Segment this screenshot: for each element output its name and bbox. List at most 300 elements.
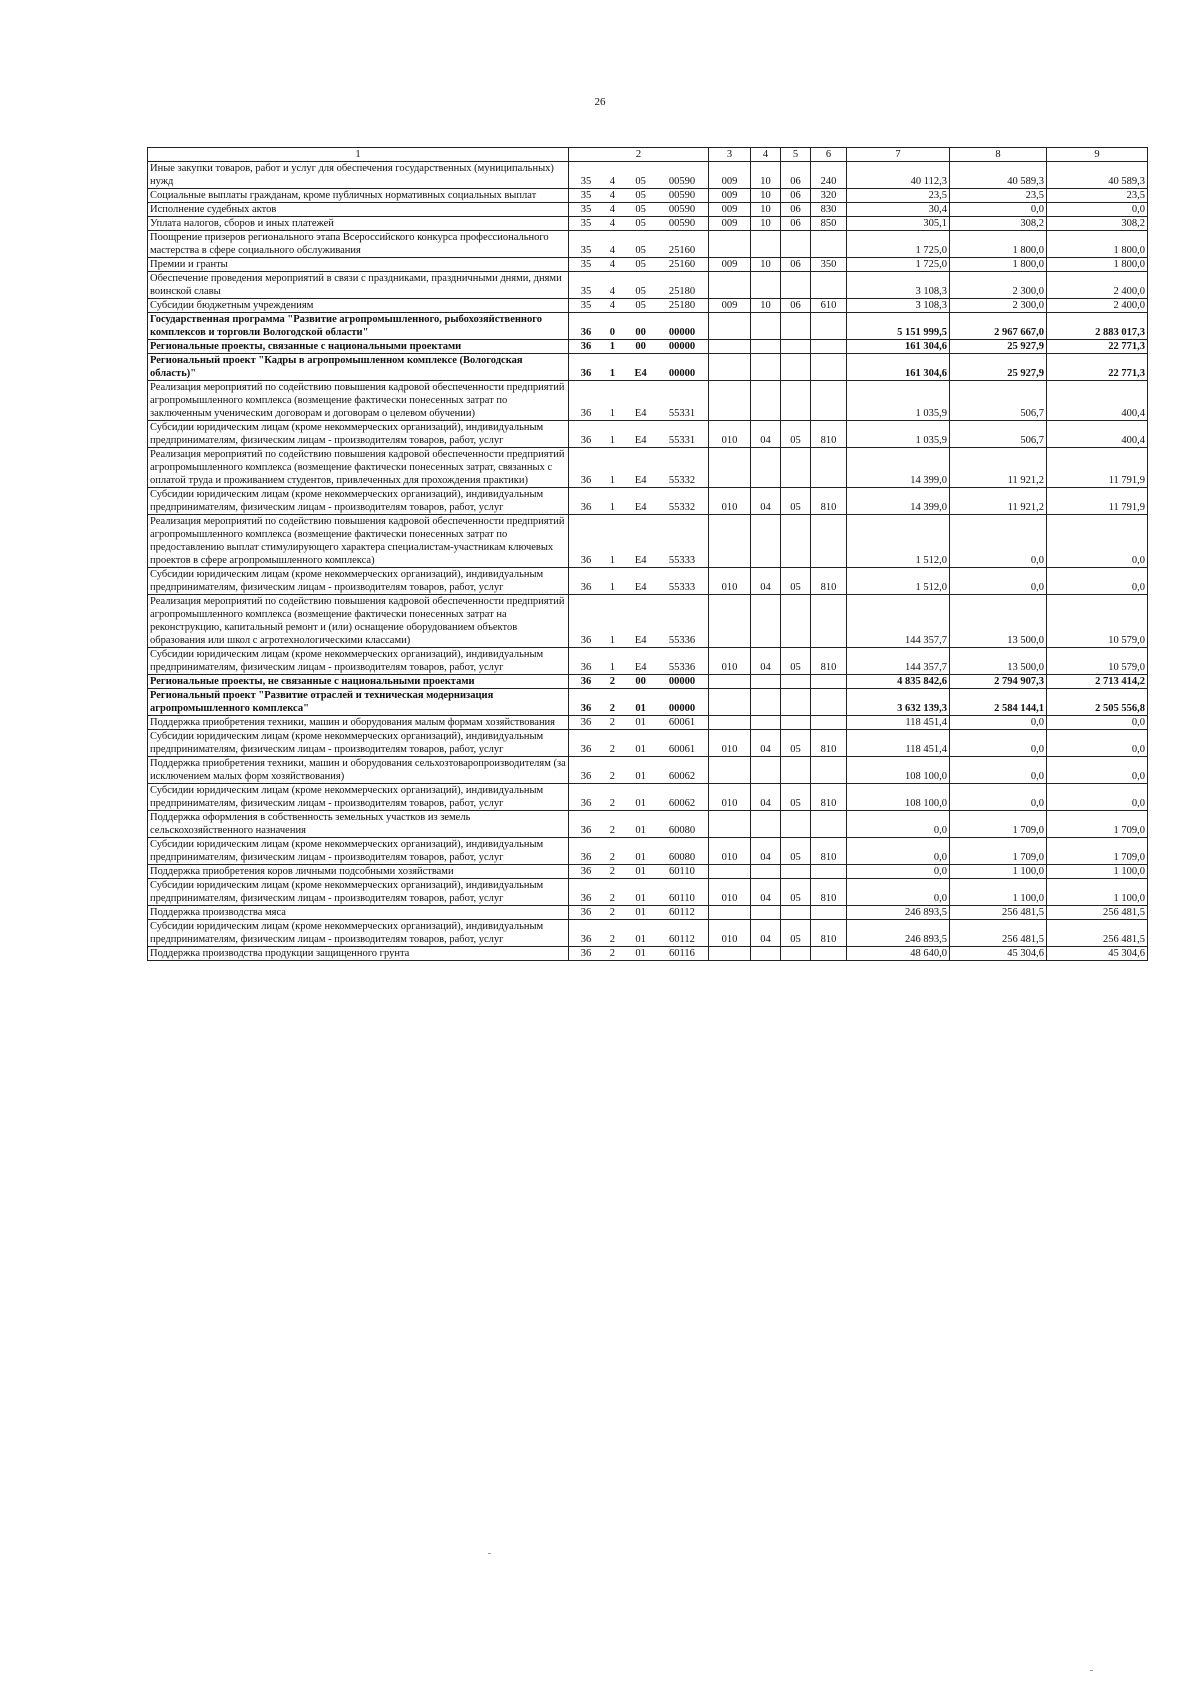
row-subsection-code (781, 716, 811, 730)
row-name: Субсидии юридическим лицам (кроме некоммерческих организаций), индивидуальным предпринимателям, физическим лицам - производителям товаров, работ, услуг (148, 838, 569, 865)
row-subsection-code: 06 (781, 217, 811, 231)
row-value-col9: 0,0 (1047, 203, 1148, 217)
row-value-col9: 256 481,5 (1047, 920, 1148, 947)
code-part: 35 (580, 259, 592, 270)
row-value-col8: 0,0 (950, 716, 1047, 730)
code-part: E4 (634, 475, 647, 486)
code-part: 36 (580, 327, 592, 338)
row-ministry-code: 009 (709, 299, 751, 313)
header-col-5: 5 (781, 148, 811, 162)
row-section-code (751, 340, 781, 354)
row-value-col7: 23,5 (847, 189, 950, 203)
code-part: 35 (580, 176, 592, 187)
row-value-col9: 2 505 556,8 (1047, 689, 1148, 716)
code-part: 00590 (668, 204, 696, 215)
code-part: 05 (635, 204, 646, 215)
row-target-code (569, 568, 709, 595)
row-value-col9: 45 304,6 (1047, 947, 1148, 961)
row-subsection-code (781, 272, 811, 299)
row-value-col8: 1 709,0 (950, 811, 1047, 838)
row-ministry-code (709, 947, 751, 961)
row-subsection-code: 06 (781, 299, 811, 313)
header-col-6: 6 (811, 148, 847, 162)
row-section-code: 04 (751, 879, 781, 906)
row-value-col7: 161 304,6 (847, 354, 950, 381)
row-value-col8: 40 589,3 (950, 162, 1047, 189)
row-expense-type-code: 850 (811, 217, 847, 231)
code-part: 00 (635, 327, 646, 338)
row-expense-type-code (811, 595, 847, 648)
code-part: 1 (609, 408, 615, 419)
code-part: 36 (580, 825, 592, 836)
code-part: 55336 (668, 662, 696, 673)
row-target-code (569, 865, 709, 879)
row-value-col9: 22 771,3 (1047, 340, 1148, 354)
row-value-col8: 0,0 (950, 515, 1047, 568)
row-name: Иные закупки товаров, работ и услуг для обеспечения государственных (муниципальных) нужд (148, 162, 569, 189)
code-part: 00000 (668, 368, 696, 379)
row-value-col8: 25 927,9 (950, 354, 1047, 381)
code-part: E4 (634, 435, 647, 446)
code-part: 60080 (668, 825, 696, 836)
row-subsection-code: 05 (781, 838, 811, 865)
code-part: 36 (580, 771, 592, 782)
row-subsection-code: 06 (781, 258, 811, 272)
row-target-code (569, 716, 709, 730)
code-part: 00590 (668, 176, 696, 187)
row-name: Поддержка приобретения техники, машин и оборудования сельхозтоваропроизводителям (за исключением малых форм хозяйствования) (148, 757, 569, 784)
row-name: Региональный проект "Развитие отраслей и техническая модернизация агропромышленного комплекса" (148, 689, 569, 716)
row-ministry-code (709, 272, 751, 299)
code-part: 60062 (668, 798, 696, 809)
code-part: 35 (580, 245, 592, 256)
row-expense-type-code (811, 689, 847, 716)
code-part: 2 (609, 852, 615, 863)
row-subsection-code: 05 (781, 568, 811, 595)
table-row (148, 920, 1148, 947)
row-ministry-code (709, 865, 751, 879)
code-part: 2 (609, 676, 615, 687)
code-part: 55333 (668, 582, 696, 593)
row-name: Премии и гранты (148, 258, 569, 272)
code-part: 55331 (668, 435, 696, 446)
row-name: Реализация мероприятий по содействию повышения кадровой обеспеченности предприятий агропромышленного комплекса (возмещение фактически понесенных затрат, связанных с оплатой труда и проживанием студентов, привлеченных для прохождения практики) (148, 448, 569, 488)
row-expense-type-code (811, 448, 847, 488)
code-part: 01 (635, 852, 646, 863)
code-part: 35 (580, 204, 592, 215)
code-part: 4 (609, 259, 615, 270)
row-value-col7: 1 035,9 (847, 421, 950, 448)
row-value-col9: 1 800,0 (1047, 258, 1148, 272)
row-section-code (751, 515, 781, 568)
header-col-7: 7 (847, 148, 950, 162)
row-subsection-code (781, 865, 811, 879)
row-target-code (569, 203, 709, 217)
row-name: Исполнение судебных актов (148, 203, 569, 217)
scan-speck (1090, 1670, 1093, 1671)
row-expense-type-code (811, 515, 847, 568)
code-part: 36 (580, 555, 592, 566)
row-section-code: 04 (751, 730, 781, 757)
row-subsection-code: 05 (781, 648, 811, 675)
row-value-col9: 2 400,0 (1047, 299, 1148, 313)
row-expense-type-code (811, 675, 847, 689)
row-value-col9: 2 713 414,2 (1047, 675, 1148, 689)
row-expense-type-code (811, 865, 847, 879)
code-part: 60110 (669, 893, 695, 904)
row-ministry-code: 009 (709, 189, 751, 203)
row-value-col7: 0,0 (847, 811, 950, 838)
code-part: E4 (634, 502, 647, 513)
row-value-col8: 25 927,9 (950, 340, 1047, 354)
row-value-col7: 246 893,5 (847, 920, 950, 947)
row-subsection-code (781, 231, 811, 258)
code-part: 55333 (668, 555, 696, 566)
code-part: 1 (609, 635, 615, 646)
row-ministry-code: 010 (709, 730, 751, 757)
code-part: 35 (580, 286, 592, 297)
code-part: 60112 (669, 934, 695, 945)
table-row (148, 189, 1148, 203)
row-expense-type-code: 810 (811, 879, 847, 906)
row-value-col8: 2 584 144,1 (950, 689, 1047, 716)
row-subsection-code: 05 (781, 730, 811, 757)
code-part: 01 (635, 893, 646, 904)
row-name: Субсидии юридическим лицам (кроме некоммерческих организаций), индивидуальным предпринимателям, физическим лицам - производителям товаров, работ, услуг (148, 488, 569, 515)
row-value-col7: 48 640,0 (847, 947, 950, 961)
row-expense-type-code (811, 947, 847, 961)
row-subsection-code (781, 947, 811, 961)
row-expense-type-code (811, 381, 847, 421)
code-part: 35 (580, 218, 592, 229)
row-expense-type-code: 350 (811, 258, 847, 272)
row-ministry-code (709, 354, 751, 381)
row-value-col7: 246 893,5 (847, 906, 950, 920)
row-name: Уплата налогов, сборов и иных платежей (148, 217, 569, 231)
row-value-col7: 40 112,3 (847, 162, 950, 189)
row-value-col7: 4 835 842,6 (847, 675, 950, 689)
row-subsection-code (781, 313, 811, 340)
code-part: 2 (609, 934, 615, 945)
row-section-code (751, 811, 781, 838)
code-part: 36 (580, 703, 592, 714)
row-section-code (751, 595, 781, 648)
code-part: 36 (580, 475, 592, 486)
row-value-col7: 108 100,0 (847, 757, 950, 784)
code-part: E4 (634, 368, 647, 379)
code-part: 55332 (668, 502, 696, 513)
row-target-code (569, 811, 709, 838)
code-part: 01 (635, 744, 646, 755)
code-part: 2 (609, 703, 615, 714)
row-value-col8: 23,5 (950, 189, 1047, 203)
row-section-code (751, 272, 781, 299)
table-row (148, 865, 1148, 879)
row-value-col7: 0,0 (847, 838, 950, 865)
row-expense-type-code: 810 (811, 488, 847, 515)
code-part: 36 (580, 744, 592, 755)
code-part: 0 (609, 327, 615, 338)
row-expense-type-code: 320 (811, 189, 847, 203)
row-section-code (751, 906, 781, 920)
code-part: 36 (580, 676, 592, 687)
row-value-col7: 161 304,6 (847, 340, 950, 354)
row-value-col9: 2 883 017,3 (1047, 313, 1148, 340)
table-row (148, 299, 1148, 313)
row-section-code: 10 (751, 203, 781, 217)
code-part: 2 (609, 907, 615, 918)
row-section-code: 04 (751, 421, 781, 448)
row-name: Региональные проекты, не связанные с национальными проектами (148, 675, 569, 689)
row-name: Субсидии бюджетным учреждениям (148, 299, 569, 313)
row-value-col7: 0,0 (847, 879, 950, 906)
row-value-col8: 1 100,0 (950, 865, 1047, 879)
code-part: 1 (609, 435, 615, 446)
table-row (148, 381, 1148, 421)
header-col-9: 9 (1047, 148, 1148, 162)
row-expense-type-code (811, 716, 847, 730)
row-value-col8: 1 800,0 (950, 231, 1047, 258)
row-ministry-code (709, 381, 751, 421)
table-row (148, 258, 1148, 272)
row-subsection-code: 06 (781, 189, 811, 203)
table-row (148, 162, 1148, 189)
row-section-code: 04 (751, 838, 781, 865)
row-target-code (569, 730, 709, 757)
row-subsection-code (781, 448, 811, 488)
code-part: 01 (635, 798, 646, 809)
code-part: 01 (635, 934, 646, 945)
code-part: 55332 (668, 475, 696, 486)
row-value-col8: 0,0 (950, 203, 1047, 217)
code-part: 1 (609, 475, 615, 486)
code-part: 36 (580, 717, 592, 728)
row-target-code (569, 272, 709, 299)
code-part: 4 (609, 204, 615, 215)
row-section-code: 04 (751, 568, 781, 595)
row-expense-type-code (811, 272, 847, 299)
row-ministry-code: 010 (709, 568, 751, 595)
table-row (148, 340, 1148, 354)
row-value-col7: 0,0 (847, 865, 950, 879)
table-row (148, 648, 1148, 675)
row-value-col7: 1 035,9 (847, 381, 950, 421)
code-part: 05 (635, 176, 646, 187)
row-value-col7: 5 151 999,5 (847, 313, 950, 340)
code-part: E4 (634, 408, 647, 419)
code-part: 01 (635, 717, 646, 728)
table-row (148, 354, 1148, 381)
row-value-col7: 3 108,3 (847, 272, 950, 299)
row-value-col7: 14 399,0 (847, 488, 950, 515)
row-value-col8: 1 800,0 (950, 258, 1047, 272)
row-target-code (569, 162, 709, 189)
code-part: 4 (609, 218, 615, 229)
code-part: 1 (609, 341, 615, 352)
row-ministry-code: 009 (709, 217, 751, 231)
row-expense-type-code (811, 811, 847, 838)
row-value-col8: 0,0 (950, 757, 1047, 784)
row-target-code (569, 906, 709, 920)
table-row (148, 838, 1148, 865)
code-part: 25160 (668, 245, 696, 256)
row-value-col9: 308,2 (1047, 217, 1148, 231)
code-part: 60116 (669, 948, 695, 959)
row-name: Субсидии юридическим лицам (кроме некоммерческих организаций), индивидуальным предпринимателям, физическим лицам - производителям товаров, работ, услуг (148, 879, 569, 906)
row-subsection-code: 06 (781, 203, 811, 217)
code-part: 1 (609, 582, 615, 593)
code-part: 1 (609, 555, 615, 566)
code-part: 2 (609, 798, 615, 809)
row-value-col7: 108 100,0 (847, 784, 950, 811)
row-name: Поддержка приобретения техники, машин и оборудования малым формам хозяйствования (148, 716, 569, 730)
table-row (148, 313, 1148, 340)
row-value-col8: 256 481,5 (950, 906, 1047, 920)
row-ministry-code (709, 675, 751, 689)
row-value-col8: 308,2 (950, 217, 1047, 231)
row-value-col9: 23,5 (1047, 189, 1148, 203)
row-subsection-code (781, 381, 811, 421)
row-ministry-code (709, 340, 751, 354)
row-value-col8: 1 709,0 (950, 838, 1047, 865)
row-subsection-code (781, 757, 811, 784)
row-expense-type-code: 810 (811, 730, 847, 757)
table-row (148, 568, 1148, 595)
row-value-col7: 305,1 (847, 217, 950, 231)
row-name: Социальные выплаты гражданам, кроме публичных нормативных социальных выплат (148, 189, 569, 203)
row-ministry-code (709, 811, 751, 838)
row-value-col8: 13 500,0 (950, 595, 1047, 648)
code-part: 35 (580, 300, 592, 311)
row-ministry-code (709, 313, 751, 340)
code-part: 00590 (668, 218, 696, 229)
header-col-4: 4 (751, 148, 781, 162)
row-value-col9: 1 100,0 (1047, 865, 1148, 879)
row-value-col9: 22 771,3 (1047, 354, 1148, 381)
row-section-code: 10 (751, 299, 781, 313)
row-value-col8: 0,0 (950, 784, 1047, 811)
row-ministry-code: 009 (709, 162, 751, 189)
row-target-code (569, 313, 709, 340)
row-expense-type-code: 240 (811, 162, 847, 189)
row-expense-type-code: 810 (811, 838, 847, 865)
row-value-col9: 0,0 (1047, 716, 1148, 730)
code-part: 36 (580, 893, 592, 904)
row-expense-type-code (811, 354, 847, 381)
code-part: 4 (609, 176, 615, 187)
row-section-code (751, 675, 781, 689)
row-value-col7: 30,4 (847, 203, 950, 217)
code-part: 2 (609, 771, 615, 782)
row-ministry-code: 009 (709, 258, 751, 272)
row-value-col8: 506,7 (950, 421, 1047, 448)
row-target-code (569, 217, 709, 231)
code-part: 60061 (668, 717, 696, 728)
row-expense-type-code (811, 340, 847, 354)
code-part: E4 (634, 582, 647, 593)
code-part: 00000 (668, 676, 696, 687)
row-subsection-code (781, 675, 811, 689)
row-target-code (569, 299, 709, 313)
row-value-col8: 2 300,0 (950, 299, 1047, 313)
table-row (148, 231, 1148, 258)
table-row (148, 716, 1148, 730)
table-row (148, 515, 1148, 568)
table-row (148, 272, 1148, 299)
row-value-col7: 1 512,0 (847, 515, 950, 568)
code-part: 00000 (668, 327, 696, 338)
row-name: Реализация мероприятий по содействию повышения кадровой обеспеченности предприятий агропромышленного комплекса (возмещение фактически понесенных затрат по заключенным ученическим договорам и договорам о целевом обучении) (148, 381, 569, 421)
row-value-col7: 118 451,4 (847, 716, 950, 730)
row-name: Субсидии юридическим лицам (кроме некоммерческих организаций), индивидуальным предпринимателям, физическим лицам - производителям товаров, работ, услуг (148, 648, 569, 675)
row-subsection-code (781, 689, 811, 716)
code-part: 60061 (668, 744, 696, 755)
row-value-col7: 144 357,7 (847, 595, 950, 648)
row-subsection-code: 05 (781, 784, 811, 811)
row-ministry-code: 010 (709, 488, 751, 515)
row-subsection-code (781, 906, 811, 920)
row-value-col7: 1 512,0 (847, 568, 950, 595)
row-section-code (751, 354, 781, 381)
budget-table (147, 147, 1148, 961)
row-expense-type-code (811, 313, 847, 340)
row-value-col8: 256 481,5 (950, 920, 1047, 947)
row-value-col9: 1 709,0 (1047, 838, 1148, 865)
row-name: Субсидии юридическим лицам (кроме некоммерческих организаций), индивидуальным предпринимателям, физическим лицам - производителям товаров, работ, услуг (148, 920, 569, 947)
row-value-col9: 1 709,0 (1047, 811, 1148, 838)
row-section-code (751, 231, 781, 258)
row-ministry-code: 010 (709, 838, 751, 865)
row-value-col9: 10 579,0 (1047, 648, 1148, 675)
row-section-code: 04 (751, 920, 781, 947)
page-number: 26 (594, 96, 606, 108)
row-value-col7: 144 357,7 (847, 648, 950, 675)
row-expense-type-code: 810 (811, 421, 847, 448)
code-part: 00 (635, 341, 646, 352)
row-value-col8: 11 921,2 (950, 448, 1047, 488)
row-value-col7: 1 725,0 (847, 258, 950, 272)
row-value-col8: 2 300,0 (950, 272, 1047, 299)
row-value-col9: 0,0 (1047, 730, 1148, 757)
code-part: 36 (580, 934, 592, 945)
code-part: 05 (635, 259, 646, 270)
row-ministry-code (709, 689, 751, 716)
row-value-col9: 400,4 (1047, 381, 1148, 421)
row-value-col9: 40 589,3 (1047, 162, 1148, 189)
code-part: 2 (609, 825, 615, 836)
row-ministry-code (709, 595, 751, 648)
header-col-1: 1 (148, 148, 569, 162)
row-section-code: 10 (751, 258, 781, 272)
row-value-col7: 118 451,4 (847, 730, 950, 757)
row-value-col8: 1 100,0 (950, 879, 1047, 906)
code-part: 25180 (668, 286, 696, 297)
code-part: 36 (580, 635, 592, 646)
row-subsection-code (781, 340, 811, 354)
row-target-code (569, 258, 709, 272)
row-target-code (569, 675, 709, 689)
row-subsection-code: 06 (781, 162, 811, 189)
code-part: 36 (580, 948, 592, 959)
code-part: 05 (635, 245, 646, 256)
row-ministry-code (709, 231, 751, 258)
row-value-col9: 400,4 (1047, 421, 1148, 448)
row-value-col9: 0,0 (1047, 784, 1148, 811)
table-row (148, 675, 1148, 689)
code-part: 01 (635, 866, 646, 877)
row-section-code (751, 716, 781, 730)
row-value-col7: 14 399,0 (847, 448, 950, 488)
